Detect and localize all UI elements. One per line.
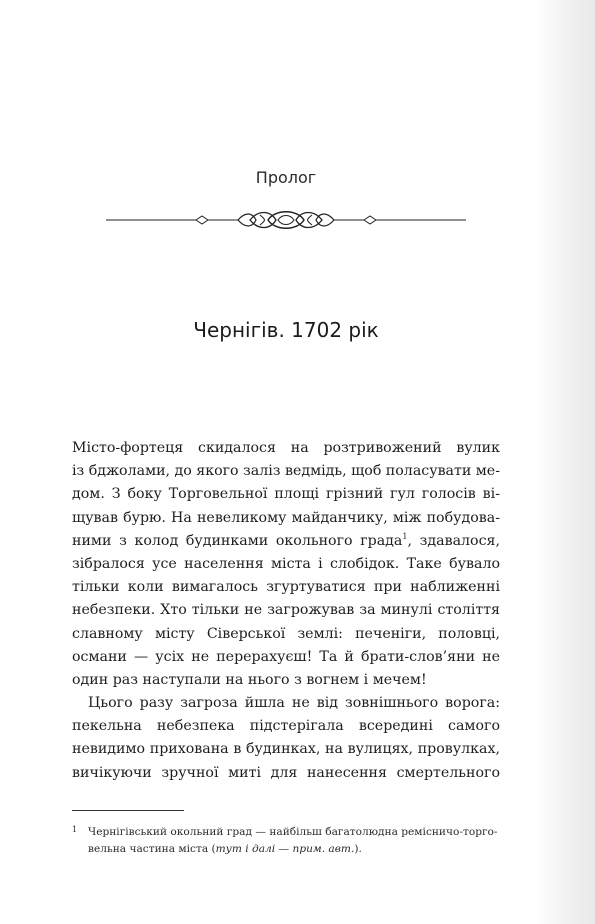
paragraph1-line: Місто-фортеця скидалося на розтривожений вулик <box>72 440 500 456</box>
body-text <box>72 437 500 785</box>
paragraph1-line: тільки коли вимагалось згуртуватися при наближенні <box>72 579 500 596</box>
footnote-rule <box>72 810 184 811</box>
footnote-line: 1 Чернігівський окольний град — найбільш багатолюдна ремісничо-торго- <box>72 821 502 841</box>
paragraph2-line: невидимо прихована в будинках, на вулицях, провулках, <box>72 741 500 758</box>
paragraph1-line: зібралося усе населення міста і слобідок. Таке бувало <box>72 555 500 572</box>
paragraph2-line: пекельна небезпека підстерігала всередині самого <box>72 718 500 735</box>
footnote-number: 1 <box>72 825 78 834</box>
paragraph1-line: османи — усіх не перерахуєш! Та й брати-слов’яни не <box>72 648 500 665</box>
chapter-title: Чернігів. 1702 рік <box>193 318 379 342</box>
paragraph1-line: славному місту Сіверської землі: печеніги, половці, <box>72 625 500 642</box>
paragraph2-line: вичікуючи зручної миті для нанесення смертельного <box>72 764 500 781</box>
paragraph1-line: щував бурю. На невеликому майданчику, між побудова- <box>72 509 500 526</box>
section-label: Пролог <box>255 168 317 187</box>
footnote <box>72 821 502 858</box>
footnote-reference[interactable]: 1 <box>402 531 408 541</box>
paragraph1-last-line: один раз наступали на нього з вогнем і мечем! <box>72 671 427 688</box>
paragraph1-line: дом. З боку Торговельної площі грізний гул голосів ві- <box>72 486 500 503</box>
page-edge-shadow <box>535 0 595 924</box>
paragraph1-line-with-footnote: ними з колод будинками окольного града$^1$, здавалося, <box>72 531 500 549</box>
paragraph1-line: небезпеки. Хто тільки не загрожував за минулі століття <box>72 602 500 619</box>
paragraph1-line: із бджолами, до якого заліз ведмідь, щоб поласувати ме- <box>72 463 500 480</box>
paragraph2-line: Цього разу загроза йшла не від зовнішнього ворога: <box>88 695 500 712</box>
footnote-line: вельна частина міста (тут і далі — прим. авт.). <box>88 843 362 855</box>
footnote-italic-note: тут і далі — прим. авт. <box>215 843 355 855</box>
ornament-divider <box>100 207 472 233</box>
